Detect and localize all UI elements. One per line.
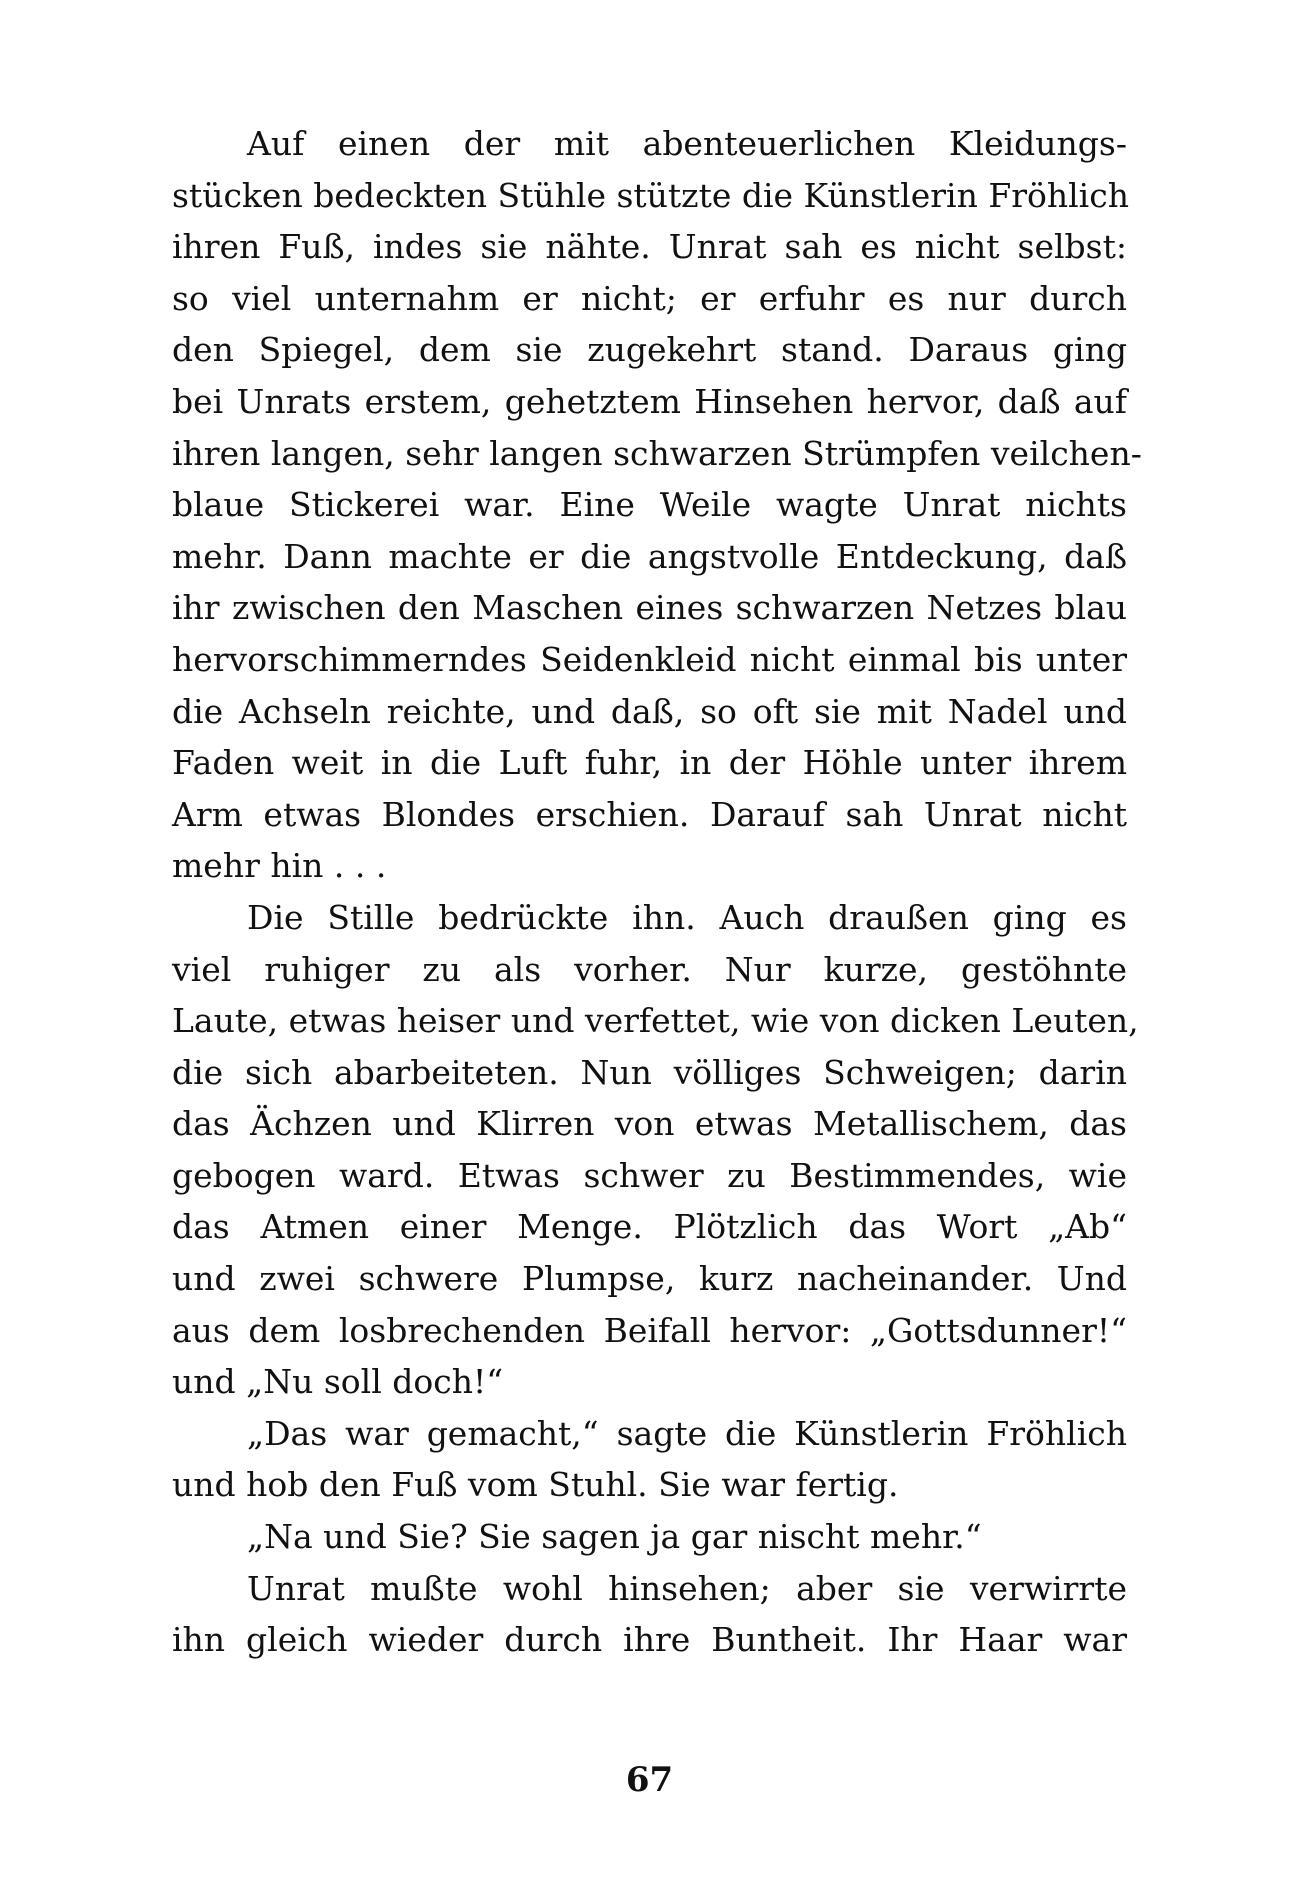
text-line: Arm etwas Blondes erschien. Darauf sah Unrat nicht: [172, 794, 1127, 834]
text-line: ihren Fuß, indes sie nähte. Unrat sah es nicht selbst:: [172, 227, 1127, 267]
body-text: [172, 118, 1142, 1666]
text-line: aus dem losbrechenden Beifall hervor: „Gottsdunner!“: [172, 1310, 1127, 1350]
text-line: gebogen ward. Etwas schwer zu Bestimmendes, wie: [172, 1155, 1127, 1195]
paragraph-3: [172, 1408, 1127, 1511]
text-line: den Spiegel, dem sie zugekehrt stand. Daraus ging: [172, 330, 1127, 370]
text-line: „Na und Sie? Sie sagen ja gar nischt mehr.“: [247, 1517, 982, 1557]
text-line: und hob den Fuß vom Stuhl. Sie war fertig.: [172, 1465, 899, 1505]
text-line: ihr zwischen den Maschen eines schwarzen Netzes blau: [172, 588, 1127, 628]
text-line: „Das war gemacht,“ sagte die Künstlerin Fröhlich: [247, 1413, 1127, 1453]
text-line: bei Unrats erstem, gehetztem Hinsehen hervor, daß auf: [172, 381, 1127, 421]
text-line: das Ächzen und Klirren von etwas Metallischem, das: [172, 1104, 1127, 1144]
page-number: 67: [625, 1760, 674, 1800]
text-line: Die Stille bedrückte ihn. Auch draußen ging es: [247, 897, 1127, 937]
text-line: und zwei schwere Plumpse, kurz nacheinander. Und: [172, 1259, 1127, 1299]
paragraph-4: [172, 1511, 1127, 1563]
text-line: stücken bedeckten Stühle stützte die Künstlerin Fröhlich: [172, 175, 1129, 215]
paragraph-5: [172, 1563, 1127, 1666]
text-line: Unrat mußte wohl hinsehen; aber sie verwirrte: [247, 1568, 1127, 1608]
text-line: die sich abarbeiteten. Nun völliges Schweigen; darin: [172, 1052, 1127, 1092]
text-line: so viel unternahm er nicht; er erfuhr es nur durch: [172, 278, 1127, 318]
text-line: hervorschimmerndes Seidenkleid nicht einmal bis unter: [172, 639, 1127, 679]
paragraph-2: [172, 892, 1139, 1408]
text-line: ihren langen, sehr langen schwarzen Strümpfen veilchen-: [172, 433, 1142, 473]
text-line: das Atmen einer Menge. Plötzlich das Wort „Ab“: [172, 1207, 1127, 1247]
text-line: Laute, etwas heiser und verfettet, wie von dicken Leuten,: [172, 1001, 1139, 1041]
text-line: Faden weit in die Luft fuhr, in der Höhle unter ihrem: [172, 743, 1127, 783]
text-line: Auf einen der mit abenteuerlichen Kleidungs-: [247, 124, 1127, 163]
text-line: mehr. Dann machte er die angstvolle Entdeckung, daß: [172, 536, 1127, 576]
text-line: blaue Stickerei war. Eine Weile wagte Unrat nichts: [172, 485, 1127, 525]
text-line: und „Nu soll doch!“: [172, 1362, 504, 1402]
text-line: viel ruhiger zu als vorher. Nur kurze, gestöhnte: [172, 949, 1127, 989]
paragraph-1: [172, 118, 1142, 892]
text-line: die Achseln reichte, und daß, so oft sie mit Nadel und: [172, 691, 1127, 731]
text-line: ihn gleich wieder durch ihre Buntheit. Ihr Haar war: [172, 1620, 1127, 1660]
text-line: mehr hin . . .: [172, 846, 387, 886]
